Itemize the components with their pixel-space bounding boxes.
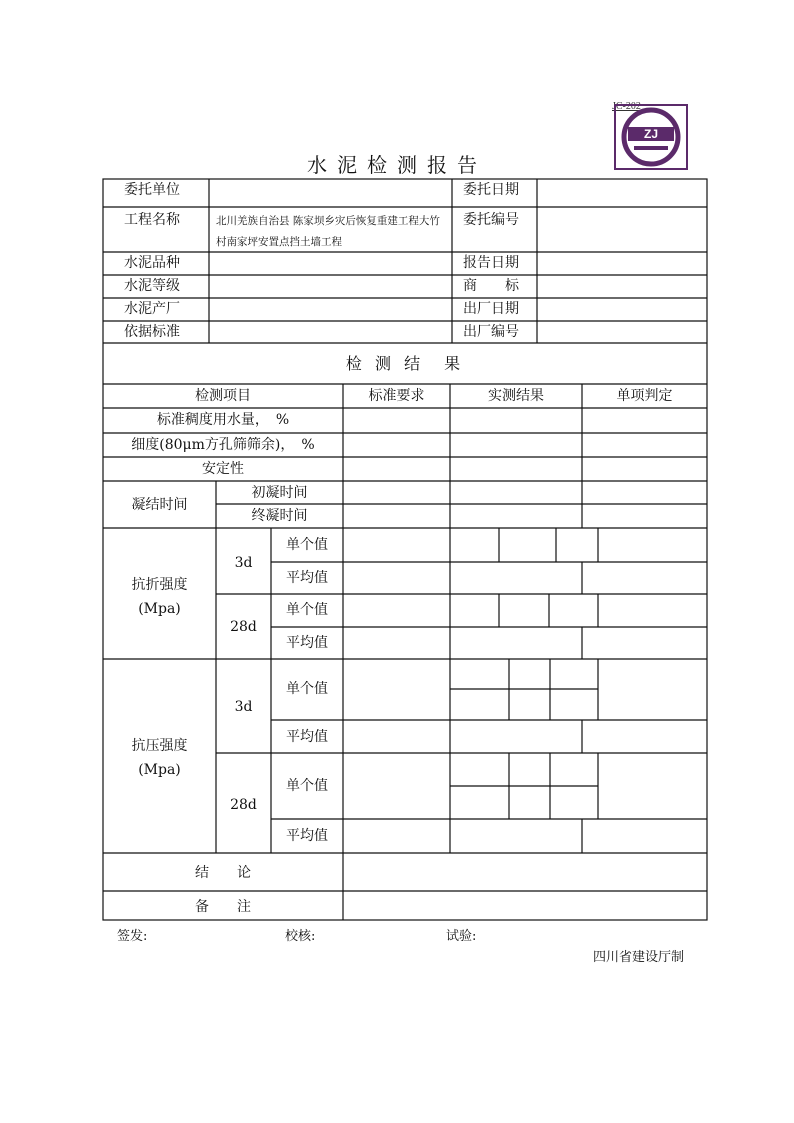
row-fineness: 细度(80μm方孔筛筛余)， % <box>131 437 315 453</box>
label-standard: 依据标准 <box>124 324 180 340</box>
flexural-age-3d: 3d <box>234 555 253 571</box>
signature-issue: 签发: <box>117 929 148 944</box>
label-entrust-unit: 委托单位 <box>124 182 180 198</box>
row-soundness: 安定性 <box>202 461 244 477</box>
compressive-28d-single: 单个值 <box>286 778 328 794</box>
compressive-28d-average: 平均值 <box>286 828 328 844</box>
label-factory-no: 出厂编号 <box>463 324 519 340</box>
flexural-28d-average: 平均值 <box>286 635 328 651</box>
row-remarks: 备 注 <box>195 899 251 915</box>
form-maker: 四川省建设厅制 <box>593 950 685 965</box>
flexural-age-28d: 28d <box>230 619 257 635</box>
project-name-value: 北川羌族自治县 陈家坝乡灾后恢复重建工程大竹村南家坪安置点挡土墙工程 <box>216 215 440 248</box>
label-cement-factory: 水泥产厂 <box>124 301 180 317</box>
label-entrust-date: 委托日期 <box>463 182 519 198</box>
compressive-3d-single: 单个值 <box>286 681 328 697</box>
col-requirement: 标准要求 <box>368 388 425 404</box>
row-setting-time: 凝结时间 <box>131 497 188 513</box>
col-item: 检测项目 <box>195 388 251 404</box>
label-entrust-no: 委托编号 <box>463 212 519 228</box>
results-section-title: 检 测 结 果 <box>345 354 465 373</box>
row-consistency: 标准稠度用水量， % <box>156 412 290 428</box>
row-final-setting: 终凝时间 <box>251 508 308 524</box>
label-factory-date: 出厂日期 <box>463 301 519 317</box>
row-flexural-strength: 抗折强度 <box>131 577 188 593</box>
label-cement-grade: 水泥等级 <box>124 278 180 294</box>
flexural-3d-average: 平均值 <box>286 570 328 586</box>
compressive-3d-average: 平均值 <box>286 729 328 745</box>
compressive-age-28d: 28d <box>230 797 257 813</box>
compressive-age-3d: 3d <box>234 699 253 715</box>
form-code: JC-202 <box>612 101 641 112</box>
col-judgement: 单项判定 <box>616 388 673 404</box>
label-trademark: 商 标 <box>463 278 519 294</box>
label-cement-type: 水泥品种 <box>124 255 180 271</box>
signature-test: 试验: <box>446 929 477 944</box>
logo-text: ZJ <box>643 127 659 141</box>
label-project-name: 工程名称 <box>124 212 180 228</box>
page-title: 水泥检测报告 <box>307 153 487 177</box>
flexural-3d-single: 单个值 <box>286 537 328 553</box>
row-initial-setting: 初凝时间 <box>251 485 308 501</box>
col-measured: 实测结果 <box>488 388 544 404</box>
row-compressive-strength: 抗压强度 <box>131 738 188 754</box>
compressive-unit: (Mpa) <box>138 762 181 778</box>
flexural-unit: (Mpa) <box>138 601 181 617</box>
row-conclusion: 结 论 <box>195 865 251 881</box>
label-report-date: 报告日期 <box>463 255 519 271</box>
signature-review: 校核: <box>285 929 316 944</box>
flexural-28d-single: 单个值 <box>286 602 328 618</box>
